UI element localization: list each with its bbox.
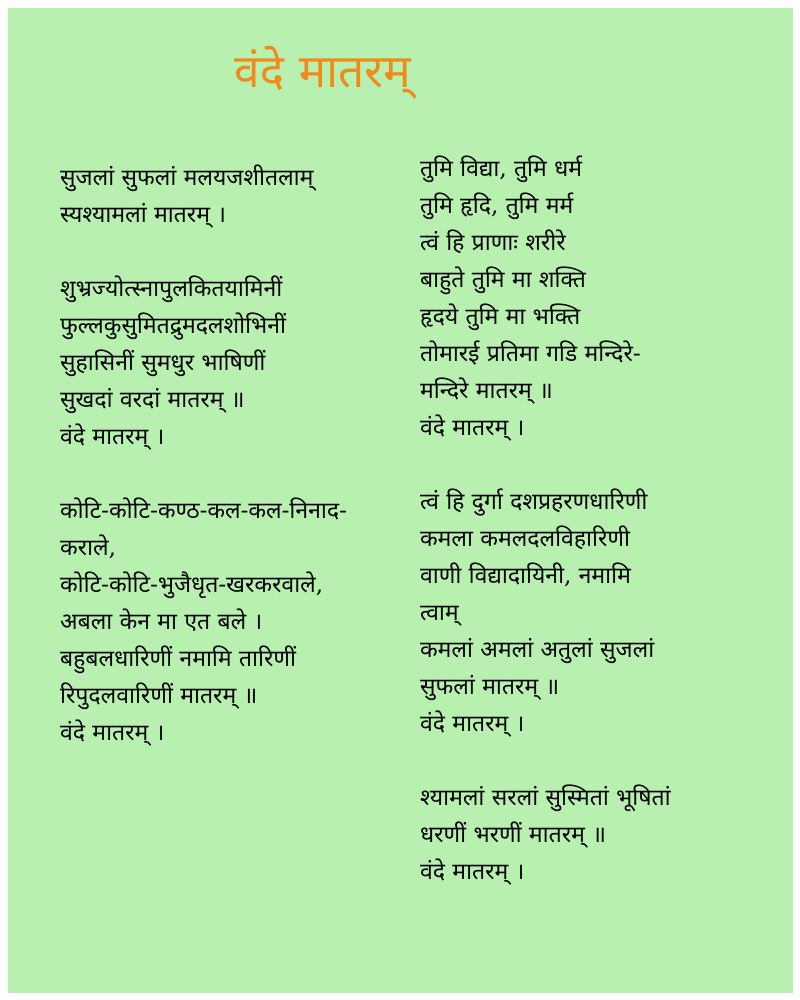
poem-line: मन्दिरे मातरम् ॥ [420, 378, 553, 404]
stanza [60, 271, 420, 456]
poem-line: बाहुते तुमि मा शक्ति [420, 267, 586, 293]
poem-line: कमला कमलदलविहारिणी [420, 526, 630, 552]
poem-line: शुभ्रज्योत्स्नापुलकितयामिनीं [60, 276, 283, 302]
poem-line: धरणीं भरणीं मातरम् ॥ [420, 822, 606, 848]
poem-line: बहुबलधारिणीं नमामि तारिणीं [60, 646, 296, 672]
poem-line: वंदे मातरम् । [420, 859, 525, 885]
stanza [60, 160, 420, 234]
poem-line: फुल्लकुसुमितद्रुमदलशोभिनीं [60, 313, 286, 339]
poem-line: सुजलां सुफलां मलयजशीतलाम् [60, 165, 314, 191]
poem-line: सुहासिनीं सुमधुर भाषिणीं [60, 350, 266, 376]
poem-line: श्यामलां सरलां सुस्मितां भूषितां [420, 785, 671, 811]
page-title: वंदे मातरम् [234, 44, 411, 98]
stanza [60, 493, 420, 752]
poem-line: हृदये तुमि मा भक्ति [420, 304, 581, 330]
poem-line: सुखदां वरदां मातरम् ॥ [60, 387, 245, 413]
poem-line: त्वाम् [420, 600, 459, 626]
poem-line: त्वं हि प्राणाः शरीरे [420, 230, 566, 256]
poem-line: तोमारई प्रतिमा गडि मन्दिरे- [420, 341, 641, 367]
poem-line: तुमि हृदि, तुमि मर्म [420, 193, 574, 219]
stanza [420, 484, 780, 743]
poem-line: रिपुदलवारिणीं मातरम् ॥ [60, 683, 258, 709]
poem-line: तुमि विद्या, तुमि धर्म [420, 156, 582, 182]
left-column [60, 160, 420, 789]
poem-line: वंदे मातरम् । [60, 720, 165, 746]
poem-line: सुफलां मातरम् ॥ [420, 674, 560, 700]
poem-line: कोटि-कोटि-कण्ठ-कल-कल-निनाद- [60, 498, 347, 524]
poem-line: वंदे मातरम् । [420, 711, 525, 737]
right-column [420, 151, 780, 928]
poem-line: अबला केन मा एत बले । [60, 609, 263, 635]
poem-line: कोटि-कोटि-भुजैधृत-खरकरवाले, [60, 572, 324, 598]
stanza [420, 151, 780, 447]
poem-line: वंदे मातरम् । [60, 424, 165, 450]
poem-line: कमलां अमलां अतुलां सुजलां [420, 637, 655, 663]
poem-line: स्यश्यामलां मातरम् । [60, 202, 226, 228]
poem-line: वंदे मातरम् । [420, 415, 525, 441]
poem-line: वाणी विद्यादायिनी, नमामि [420, 563, 631, 589]
poem-line: कराले, [60, 535, 116, 561]
poem-line: त्वं हि दुर्गा दशप्रहरणधारिणी [420, 489, 648, 515]
stanza [420, 780, 780, 891]
poem-page [8, 8, 793, 993]
